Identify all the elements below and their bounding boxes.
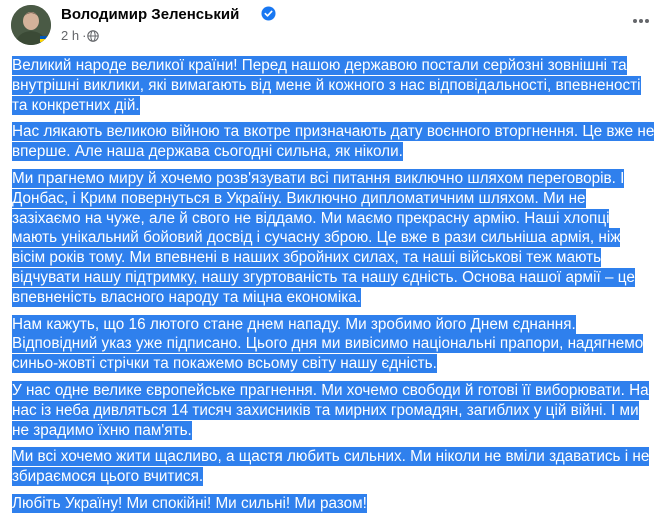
meta-separator: ·: [82, 28, 87, 43]
paragraph-text: Великий народе великої країни! Перед нашою державою постали серйозні зовнішні та внутрішні виклики, які вимагають від мене й кожного з нас відповідальності, впевненості та конкретних дій.: [12, 57, 641, 114]
more-options-icon: [632, 18, 650, 24]
post-paragraph: [12, 447, 657, 487]
post-paragraph: [12, 169, 657, 308]
post-options-button[interactable]: [628, 8, 654, 34]
paragraph-text: Ми всі хочемо жити щасливо, а щастя любить сильних. Ми ніколи не вміли здаватись і не збираємося цього вчитися.: [12, 448, 650, 486]
post-paragraph: [12, 315, 657, 374]
post-paragraph: [12, 494, 657, 514]
paragraph-text: Нас лякають великою війною та вкотре призначають дату воєнного вторгнення. Це вже не вперше. Але наша держава сьогодні сильна, як ніколи.: [12, 123, 655, 161]
post-paragraph: [12, 56, 657, 115]
post-meta: [61, 28, 89, 43]
post-paragraph: [12, 122, 657, 162]
paragraph-text: У нас одне велике європейське прагнення. Ми хочемо свободи й готові її виборювати. На нас із неба дивляться 14 тисяч захисників та мирних громадян, загиблих у цій війні. І ми не зрадимо їхню пам'ять.: [12, 381, 649, 439]
paragraph-text: Ми прагнемо миру й хочемо розв'язувати всі питання виключно шляхом переговорів. І Донбас, і Крим повернуться в Україну. Виключно дипломатичним шляхом. Ми не зазіхаємо на чуже, але й свого не віддамо. Ми маємо прекрасну армію. Наші хлопці мають унікальний бойовий досвід і сучасну зброю. Це вже в рази сильніша армія, ніж вісім років тому. Ми впевнені в наших збройних силах, та наші військові теж мають відчувати нашу підтримку, нашу згуртованість та нашу єдність. Основа нашої армії – це впевненість власного народу та міцна економіка.: [12, 169, 635, 306]
author-name[interactable]: Володимир Зеленський: [61, 6, 240, 23]
avatar[interactable]: [11, 5, 51, 45]
globe-icon: [87, 30, 99, 42]
post-header: [0, 0, 663, 52]
post-text: [12, 56, 657, 521]
avatar-image: [11, 5, 51, 45]
paragraph-text: Любіть Україну! Ми спокійні! Ми сильні! Ми разом!: [12, 494, 367, 512]
post-paragraph: [12, 381, 657, 440]
verified-badge-icon: [261, 6, 276, 21]
post-time[interactable]: 2 h: [61, 28, 80, 43]
paragraph-text: Нам кажуть, що 16 лютого стане днем нападу. Ми зробимо його Днем єднання. Відповідний указ уже підписано. Цього дня ми вивісимо національні прапори, надягнемо синьо-жовті стрічки та покажемо всьому світу нашу єдність.: [12, 315, 644, 373]
